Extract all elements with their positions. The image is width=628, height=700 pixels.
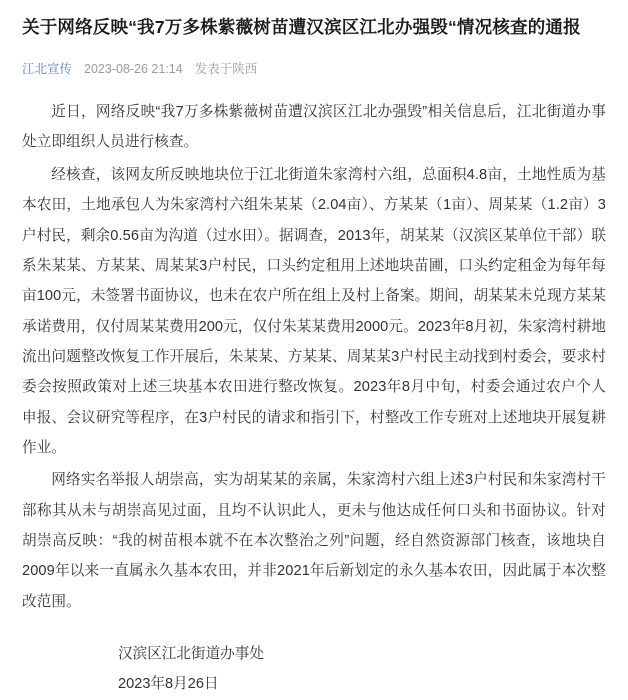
article-body [22, 97, 606, 617]
meta-source-link[interactable]: 江北宣传 [22, 62, 73, 77]
meta-location: 发表于陕西 [194, 62, 258, 77]
body-paragraph: 网络实名举报人胡崇高，实为胡某某的亲属，朱家湾村六组上述3户村民和朱家湾村干部称其从未与胡崇高见过面，且均不认识此人，更未与他达成任何口头和书面协议。针对胡崇高反映：“我的树苗根本就不在本次整治之列”问题，经自然资源部门核查，该地块自2009年以来一直属永久基本农田，并非2021年后新划定的永久基本农田，因此属于本次整改范围。 [22, 472, 606, 610]
signature-organization: 汉滨区江北街道办事处 [118, 645, 264, 662]
body-paragraph: 经核查，该网友所反映地块位于江北街道朱家湾村六组，总面积4.8亩，土地性质为基本农田，土地承包人为朱家湾村六组朱某某（2.04亩）、方某某（1亩）、周某某（1.2亩）3户村民，剩余0.56亩为沟道（过水田）。据调查，2013年，胡某某（汉滨区某单位干部）联系朱某某、方某某、周某某3户村民，口头约定租用上述地块苗圃，口头约定租金为每年每亩100元，未签署书面协议，也未在农户所在组上及村上备案。期间，胡某某未兑现方某某承诺费用，仅付周某某费用200元，仅付朱某某费用2000元。2023年8月初，朱家湾村耕地流出问题整改恢复工作开展后，朱某某、方某某、周某某3户村民主动找到村委会，要求村委会按照政策对上述三块基本农田进行整改恢复。2023年8月中旬，村委会通过农户个人申报、会议研究等程序，在3户村民的请求和指引下，村整改工作专班对上述地块开展复耕作业。 [22, 166, 606, 456]
article-signature [22, 639, 606, 700]
body-paragraph: 近日，网络反映“我7万多株紫薇树苗遭汉滨区江北办强毁”相关信息后，江北街道办事处立即组织人员进行核查。 [22, 104, 606, 151]
article-meta [22, 59, 606, 77]
meta-timestamp: 2023-08-26 21:14 [84, 62, 183, 77]
signature-date: 2023年8月26日 [118, 676, 219, 693]
page-title: 关于网络反映“我7万多株紫薇树苗遭汉滨区江北办强毁“情况核查的通报 [22, 17, 581, 37]
